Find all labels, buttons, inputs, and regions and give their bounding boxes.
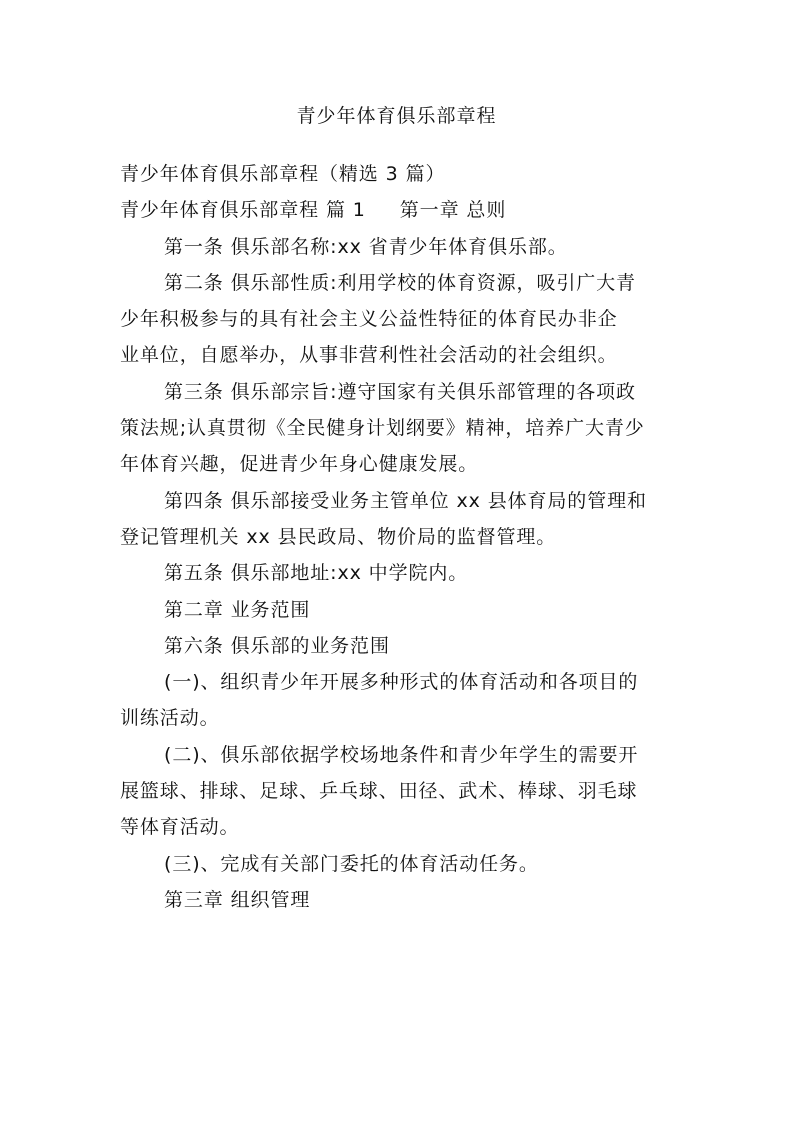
paragraph-line: 少年积极参与的具有社会主义公益性特征的体育民办非企 [120, 308, 618, 331]
paragraph-line: 第三条 俱乐部宗旨:遵守国家有关俱乐部管理的各项政 [164, 380, 636, 403]
paragraph-line: (三)、完成有关部门委托的体育活动任务。 [164, 852, 539, 875]
paragraph-line: 登记管理机关 xx 县民政局、物价局的监督管理。 [120, 525, 557, 548]
subtitle-line: 青少年体育俱乐部章程（精选 3 篇） [120, 163, 446, 185]
paragraph-line: (二)、俱乐部依据学校场地条件和青少年学生的需要开 [164, 743, 639, 766]
paragraph-line: 展篮球、排球、足球、乒乓球、田径、武术、棒球、羽毛球 [120, 780, 638, 803]
paragraph-line: 年体育兴趣，促进青少年身心健康发展。 [120, 453, 479, 476]
chapter-heading: 第一章 总则 [399, 199, 507, 222]
paragraph-line: 第一条 俱乐部名称:xx 省青少年体育俱乐部。 [164, 235, 568, 258]
chapter-heading: 第三章 组织管理 [164, 888, 311, 911]
article-title: 青少年体育俱乐部章程 篇 1 [120, 199, 366, 222]
paragraph-line: 第四条 俱乐部接受业务主管单位 xx 县体育局的管理和 [164, 489, 647, 512]
paragraph-line: 业单位，自愿举办，从事非营利性社会活动的社会组织。 [120, 344, 618, 367]
paragraph-line: 第二条 俱乐部性质:利用学校的体育资源，吸引广大青 [164, 271, 636, 294]
paragraph-line: 第五条 俱乐部地址:xx 中学院内。 [164, 562, 469, 585]
document-body [120, 156, 675, 918]
chapter-heading: 第二章 业务范围 [164, 598, 311, 621]
paragraph-line: (一)、组织青少年开展多种形式的体育活动和各项目的 [164, 671, 639, 694]
paragraph-line: 第六条 俱乐部的业务范围 [164, 634, 390, 657]
document-title: 青少年体育俱乐部章程 [296, 105, 497, 127]
paragraph-line: 训练活动。 [120, 707, 220, 730]
paragraph-line: 策法规;认真贯彻《全民健身计划纲要》精神，培养广大青少 [120, 417, 645, 440]
paragraph-line: 等体育活动。 [120, 816, 240, 839]
section-heading-line [120, 192, 675, 228]
